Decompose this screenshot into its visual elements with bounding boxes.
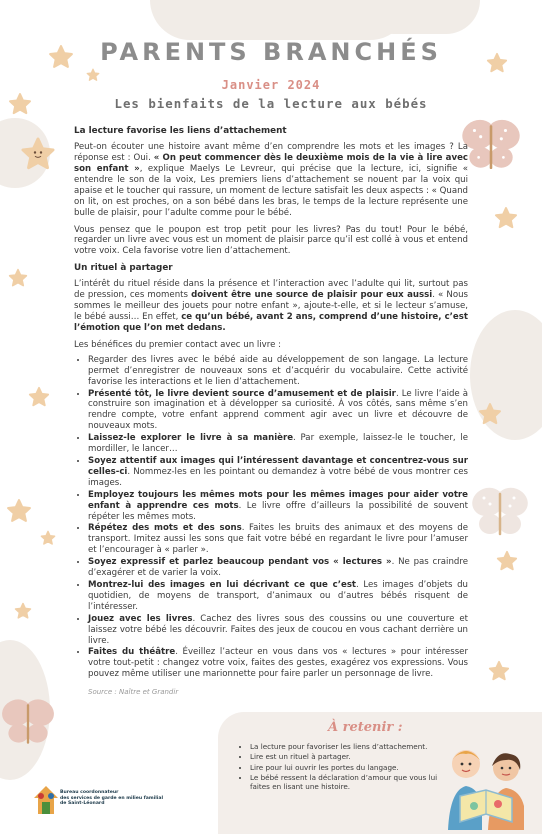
text-span: . Éveillez l’acteur en vous dans vos « lectures » pour intéresser votre tout-petit : changez votre voix, faites des gestes, exagérez vos expressions. Vous pouvez même utiliser une marionnette pour faire parler un personnage de livre. xyxy=(88,647,468,680)
text-span: . Ne pas craindre d’exagérer et de varier la voix. xyxy=(88,557,468,579)
star-icon xyxy=(478,402,502,426)
text-span: . Nommez-les en les pointant ou demandez à votre bébé de vous montrer ces images. xyxy=(88,466,468,488)
bold-text: Faites du théâtre xyxy=(88,647,176,658)
text-span: , explique Maelys Le Levreur, qui précise que la lecture, ici, signifie « entendre le son de la voix, Les premiers liens d’attachement se nouent par la voix qui apaise et le toucher qui rassure, un moment de lecture satisfait les deux aspects : « Quand on lit, on est proches, on a son bébé dans les bras, le temps de la lecture représente une bulle de plaisir, pour l’adulte comme pour le bébé. xyxy=(74,163,468,218)
bold-text: ce qu’un bébé, avant 2 ans, comprend d’une histoire, c’est l’émotion que l’on met dedans. xyxy=(74,312,468,334)
bold-text: doivent être une source de plaisir pour eux aussi xyxy=(191,290,433,301)
logo-line: Bureau coordonnateur xyxy=(60,790,119,795)
list-item: • Lire pour lui ouvrir les portes du langage. xyxy=(250,763,458,772)
page-subtitle: Les bienfaits de la lecture aux bébés xyxy=(114,96,428,111)
bold-text: Montrez-lui des images en lui décrivant ce que c’est xyxy=(88,579,357,590)
paragraph: Vous pensez que le poupon est trop petit pour les livres? Pas du tout! Pour le bébé, regarder un livre avec vous est un moment de plaisir parce qu’il est collé à vous et entend votre voix. Cela favorise votre lien d’attachement. xyxy=(74,224,468,257)
star-icon xyxy=(8,268,28,288)
section-heading-ritual: Un rituel à partager xyxy=(74,263,173,274)
star-icon xyxy=(6,498,32,524)
butterfly-icon xyxy=(0,696,56,750)
section-heading-attachment: La lecture favorise les liens d’attachement xyxy=(74,126,287,136)
star-icon xyxy=(28,386,50,408)
text-span: . Les images d’objets du quotidien, de moyens de transport, d’animaux ou d’autres bébés risquent de l’intéresser. xyxy=(88,579,468,612)
bold-text: Soyez expressif et parlez beaucoup pendant vos « lectures » xyxy=(88,557,392,568)
star-icon xyxy=(14,602,32,620)
list-item: • Lire est un rituel à partager. xyxy=(250,752,458,761)
list-item: • La lecture pour favoriser les liens d’attachement. xyxy=(250,742,458,751)
star-icon xyxy=(496,550,518,572)
cloud-decoration xyxy=(360,0,480,34)
list-item xyxy=(88,433,468,455)
list-item xyxy=(88,557,468,579)
bold-text: Présenté tôt, le livre devient source d’amusement et de plaisir xyxy=(88,388,396,399)
paragraph xyxy=(74,279,468,334)
text-span: . Le livre offre d’ailleurs la possibilité de souvent répéter les mêmes mots. xyxy=(88,500,468,522)
list-item xyxy=(88,389,468,433)
page-title: PARENTS BRANCHÉS xyxy=(100,38,442,66)
list-item xyxy=(88,647,468,680)
logo-line: des services de garde en milieu familial xyxy=(60,795,164,801)
summary-title: À retenir : xyxy=(328,720,403,735)
text-span: L’intérêt du rituel réside dans la présence et l’interaction avec l’adulte qui lit, surtout pas de pression, ces moments xyxy=(74,279,468,301)
butterfly-icon xyxy=(470,486,530,540)
butterfly-icon xyxy=(460,118,522,174)
benefits-list xyxy=(74,355,468,680)
text-span: . Le livre l’aide à construire son imagination et à développer sa curiosité. À vos côtés, sans même s’en rendre compte, votre enfant apprend comment agir avec un livre et découvre de nouveaux mots. xyxy=(88,388,469,432)
summary-list xyxy=(236,742,458,793)
text-span: . Cachez des livres sous des coussins ou une couverture et laissez votre bébé les découvrir. Faites des jeux de coucou en vous cachant derrière un livre. xyxy=(88,613,468,646)
text-span: Regarder des livres avec le bébé aide au développement de son langage. La lecture permet d’enregistrer de nouveaux sons et d’acquérir du vocabulaire. Cette activité favorise les interactions et le lien d’attachement. xyxy=(88,354,468,387)
text-span: . « Nous sommes le meilleur des jouets pour notre enfant », ajoute-t-elle, et si le lecteur s’amuse, le bébé aussi… En effet, xyxy=(74,290,468,323)
bold-text: « On peut commencer dès le deuxième mois de la vie à lire avec son enfant » xyxy=(74,153,468,174)
text-span: . Par exemple, laissez-le le toucher, le mordiller, le lancer… xyxy=(88,433,468,455)
text-span: Peut-on écouter une histoire avant même d’en comprendre les mots et les images ? La réponse est : Oui. xyxy=(74,142,468,164)
paragraph xyxy=(74,142,468,218)
article-body xyxy=(74,126,468,697)
issue-date: Janvier 2024 xyxy=(221,78,321,92)
bold-text: Soyez attentif aux images qui l’intéressent davantage et concentrez-vous sur celles-ci xyxy=(88,456,468,477)
bold-text: Répétez des mots et des sons xyxy=(88,523,242,534)
list-item xyxy=(88,614,468,647)
logo-line: de Saint-Léonard xyxy=(60,801,105,807)
children-reading-illustration xyxy=(438,734,538,832)
organization-logo xyxy=(32,784,60,816)
bold-text: Employez toujours les mêmes mots pour les mêmes images pour aider votre enfant à apprendre ces mots xyxy=(88,489,468,511)
list-item xyxy=(88,523,468,556)
list-item xyxy=(88,355,468,388)
list-item: • Le bébé ressent la déclaration d’amour que vous lui faites en lisant une histoire. xyxy=(250,773,458,792)
star-icon xyxy=(494,206,518,230)
list-item xyxy=(88,490,468,523)
star-icon xyxy=(40,530,56,546)
paragraph: Les bénéfices du premier contact avec un livre : xyxy=(74,339,282,350)
smiling-star-icon xyxy=(20,136,56,172)
star-icon xyxy=(488,660,510,682)
list-item xyxy=(88,456,468,489)
bold-text: Laissez-le explorer le livre à sa manière xyxy=(88,433,294,444)
organization-name xyxy=(60,790,168,807)
list-item xyxy=(88,580,468,613)
bold-text: Jouez avec les livres xyxy=(88,613,193,624)
text-span: . Faites les bruits des animaux et des moyens de transport. Imitez aussi les sons que fait votre bébé en regardant le livre pour l’amuser et l’encourager à « parler ». xyxy=(88,523,468,556)
source-citation: Source : Naître et Grandir xyxy=(88,688,179,697)
